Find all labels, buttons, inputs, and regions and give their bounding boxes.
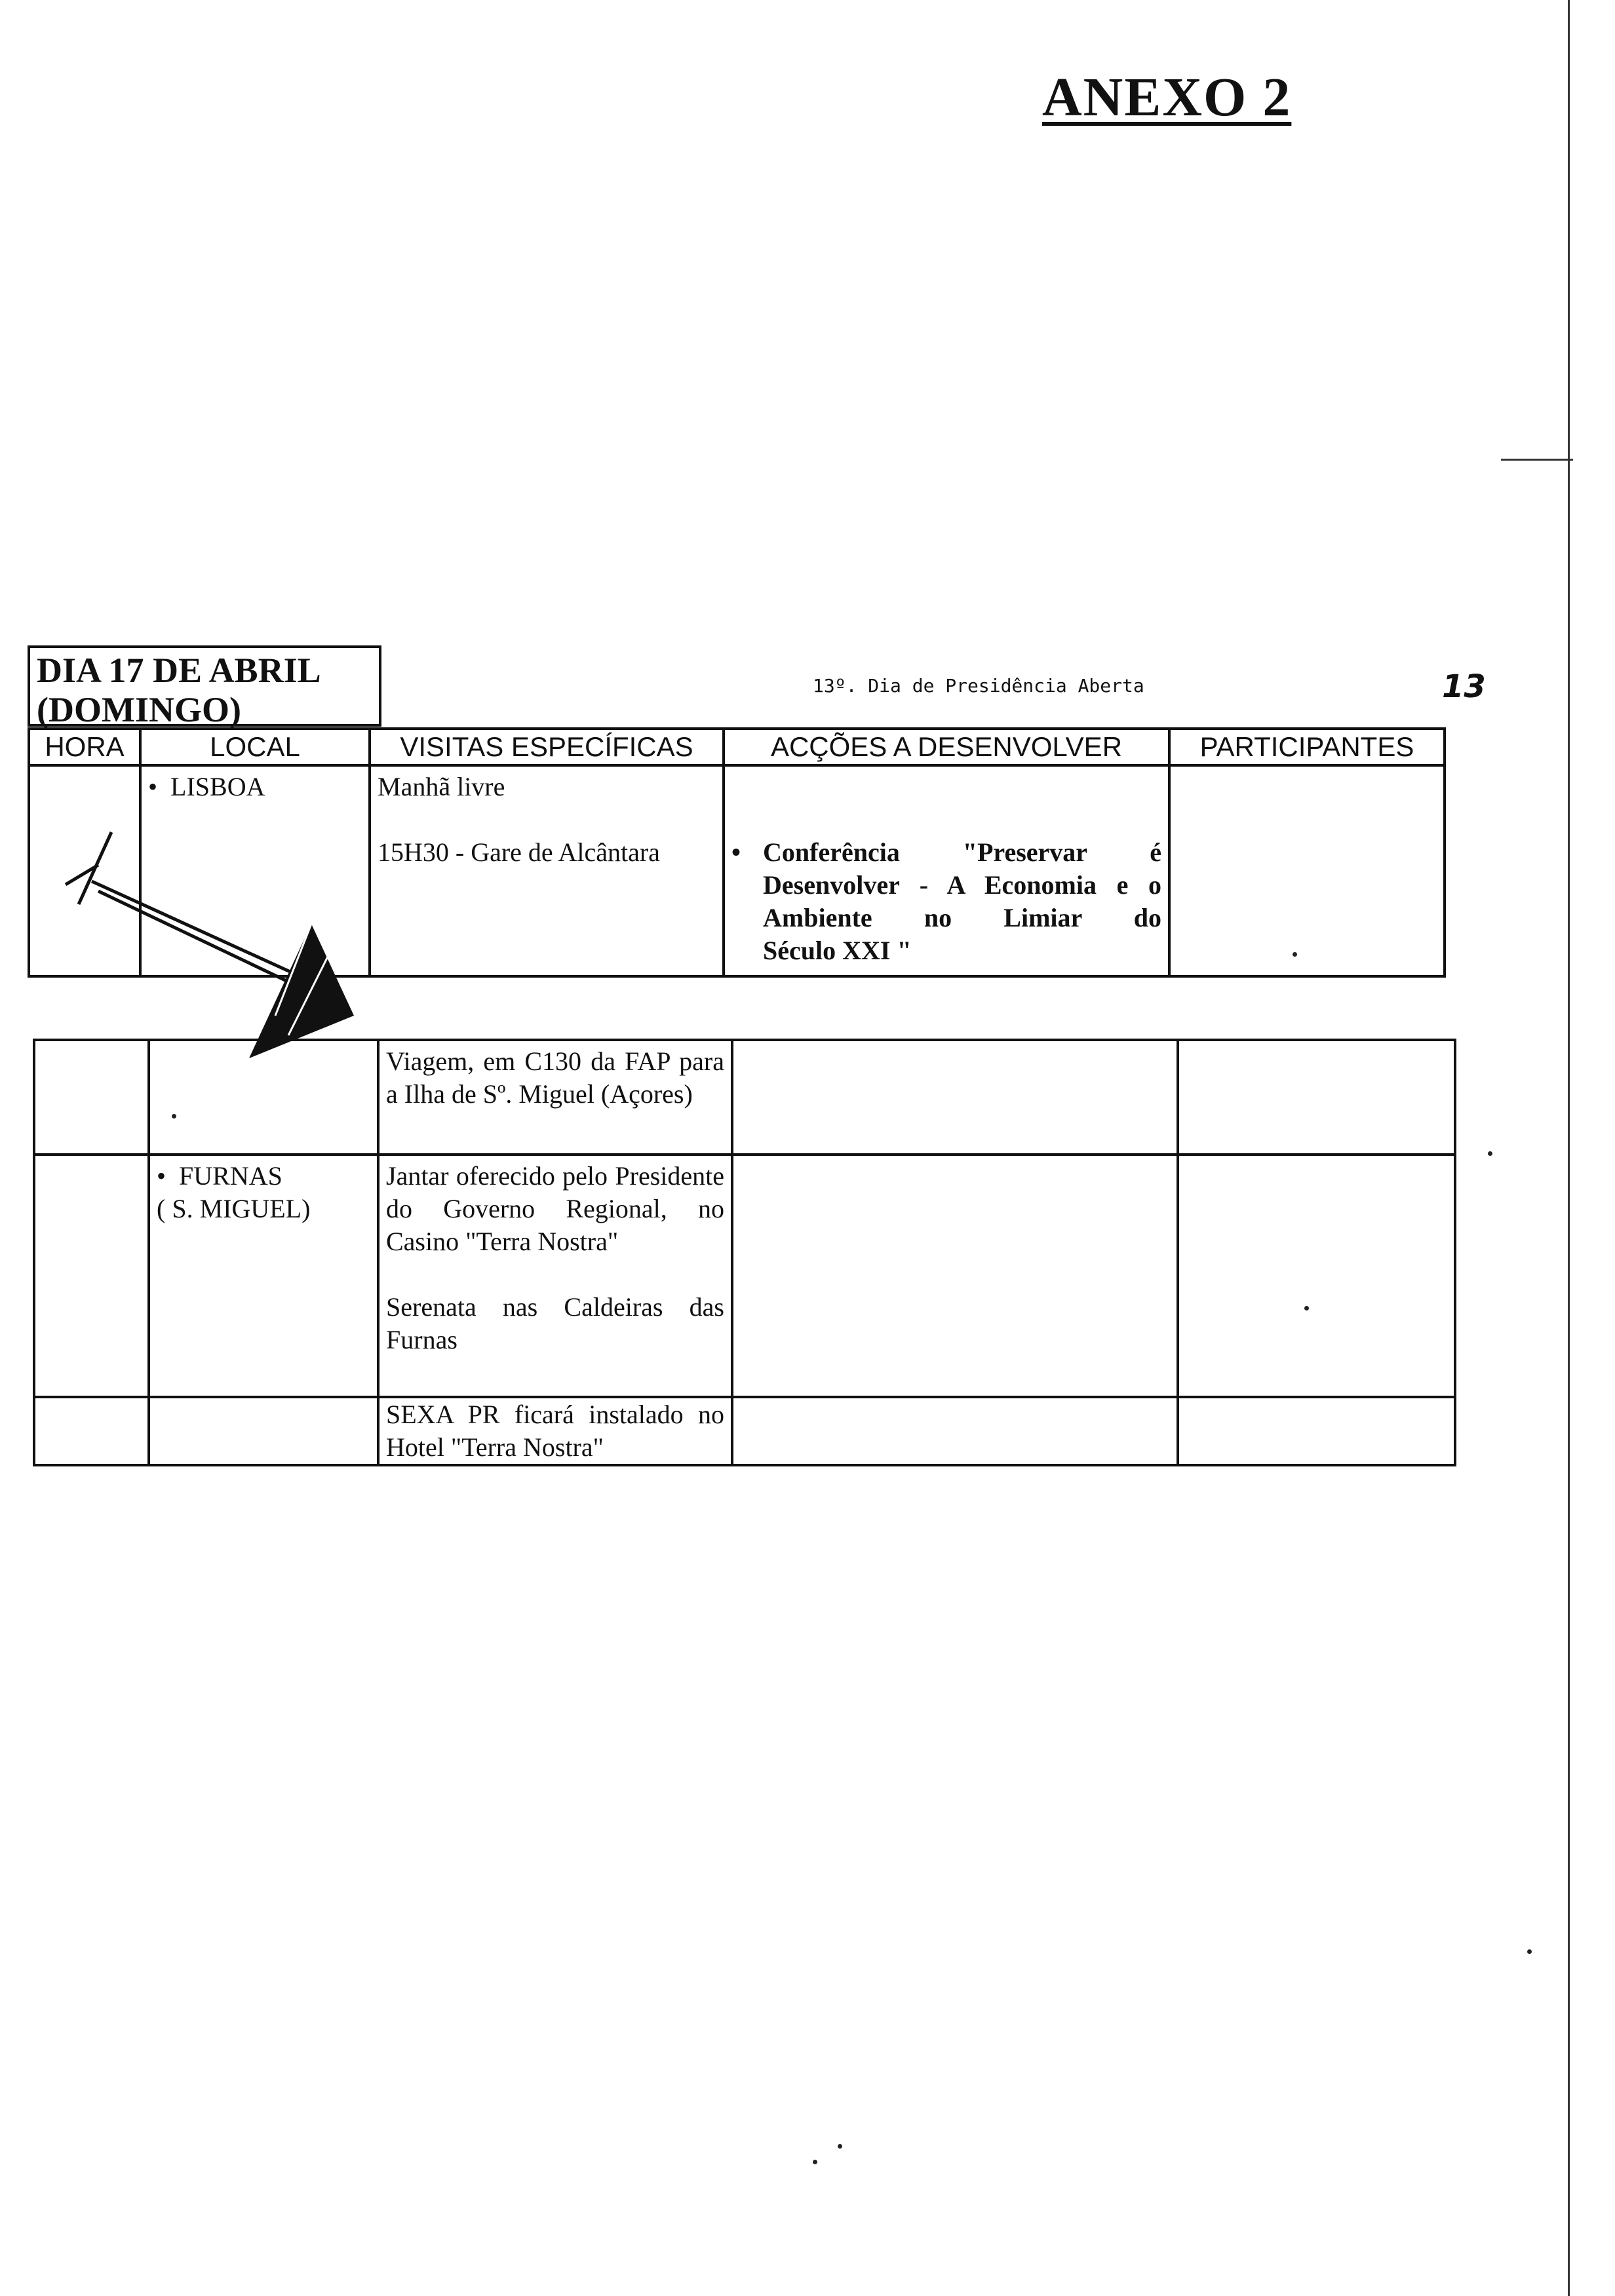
- accoes-cell: [732, 1397, 1178, 1465]
- visit-serenade: Serenata nas Caldeiras das Furnas: [386, 1292, 724, 1354]
- visitas-cell: SEXA PR ficará instalado no Hotel "Terra Nostra": [378, 1397, 732, 1465]
- scan-speck: [1488, 1151, 1492, 1156]
- participantes-cell: [1178, 1397, 1455, 1465]
- table-row: [34, 1397, 1455, 1465]
- scan-speck: [172, 1114, 176, 1119]
- scan-speck: [1304, 1306, 1309, 1311]
- scan-speck: [1527, 1949, 1532, 1954]
- local-cell: [149, 1155, 378, 1397]
- local-cell: [149, 1397, 378, 1465]
- hora-cell: [34, 1040, 149, 1155]
- visit-dinner: Jantar oferecido pelo Presidente do Governo Regional, no Casino "Terra Nostra": [386, 1161, 724, 1256]
- schedule-table-2: [33, 1039, 1456, 1466]
- accoes-cell: [724, 765, 1169, 976]
- accoes-cell: [732, 1155, 1178, 1397]
- participantes-cell: [1169, 765, 1445, 976]
- visitas-cell: Viagem, em C130 da FAP para a Ilha de Sº. Miguel (Açores): [378, 1040, 732, 1155]
- participantes-cell: [1178, 1155, 1455, 1397]
- day-box: [28, 645, 381, 727]
- scan-margin-line: [1568, 0, 1570, 2296]
- page-mark: 13: [1442, 668, 1486, 705]
- local-sao-miguel: ( S. MIGUEL): [157, 1194, 311, 1223]
- action-line: Século XXI ": [763, 936, 912, 965]
- scan-margin-tick: [1501, 459, 1573, 461]
- scan-speck: [1293, 952, 1297, 957]
- local-furnas: • FURNAS: [157, 1160, 370, 1193]
- visit-gare: 15H30 - Gare de Alcântara: [378, 837, 660, 867]
- visit-morning: Manhã livre: [378, 772, 505, 801]
- hora-cell: [34, 1397, 149, 1465]
- action-conference: [731, 836, 1161, 967]
- local-cell: [149, 1040, 378, 1155]
- visitas-cell: [378, 1155, 732, 1397]
- bullet-icon: •: [731, 837, 741, 867]
- scan-speck: [813, 2160, 817, 2164]
- accoes-cell: [732, 1040, 1178, 1155]
- col-header-hora: HORA: [29, 729, 140, 765]
- table-row: [34, 1040, 1455, 1155]
- hora-cell: [34, 1155, 149, 1397]
- col-header-visitas: VISITAS ESPECÍFICAS: [370, 729, 724, 765]
- action-line: Desenvolver - A Economia e o: [763, 870, 1161, 900]
- col-header-participantes: PARTICIPANTES: [1169, 729, 1445, 765]
- col-header-local: LOCAL: [140, 729, 370, 765]
- col-header-accoes: ACÇÕES A DESENVOLVER: [724, 729, 1169, 765]
- annex-title: ANEXO 2: [1042, 67, 1292, 128]
- local-lisboa: • LISBOA: [148, 771, 362, 803]
- day-weekday: (DOMINGO): [37, 690, 241, 729]
- action-line: Conferência "Preservar é: [763, 837, 1161, 867]
- header-note: 13º. Dia de Presidência Aberta: [813, 675, 1144, 697]
- scan-speck: [838, 2144, 842, 2149]
- handwritten-arrow-icon: [52, 826, 380, 1075]
- participantes-cell: [1178, 1040, 1455, 1155]
- table-header-row: [29, 729, 1445, 765]
- visitas-cell: [370, 765, 724, 976]
- action-line: Ambiente no Limiar do: [763, 903, 1161, 932]
- day-date: DIA 17 DE ABRIL: [37, 651, 321, 690]
- table-row: [34, 1155, 1455, 1397]
